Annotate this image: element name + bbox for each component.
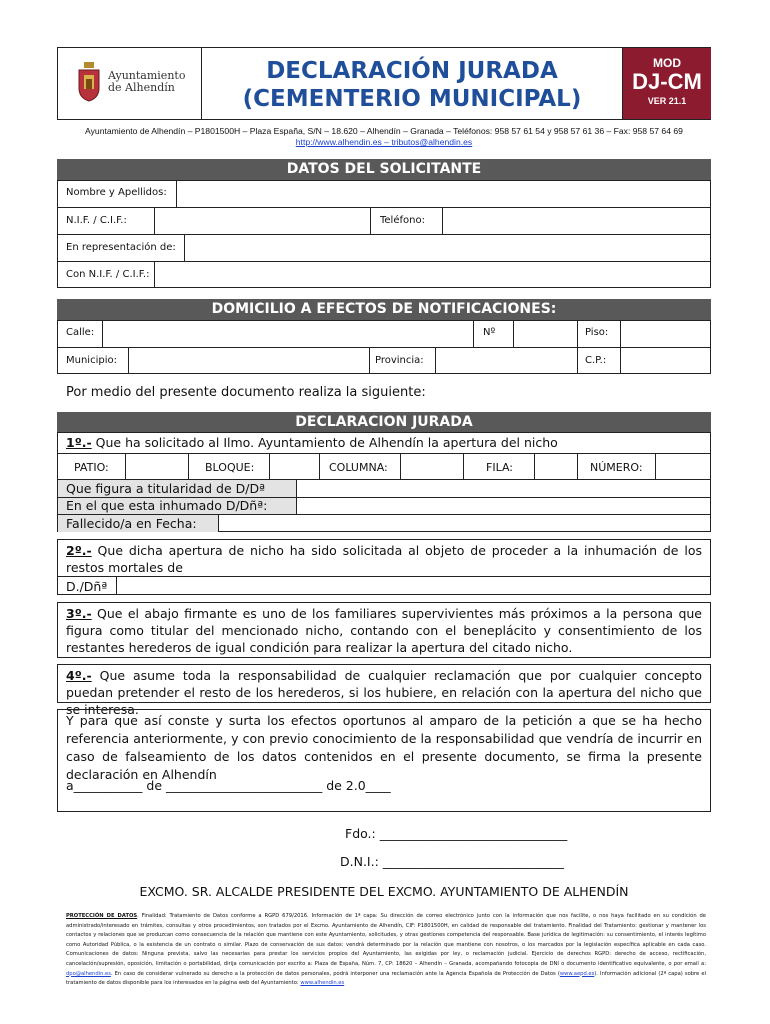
nif-label: N.I.F. / C.I.F.: <box>66 215 127 226</box>
address-line: Ayuntamiento de Alhendín – P1801500H – Plaza España, S/N – 18.620 – Alhendín – Granada – Teléfonos: 958 57 61 54 y 958 57 61 36 – Fax: 958 57 64 69 <box>85 126 683 136</box>
model-code-box <box>622 48 711 119</box>
logo-cell <box>58 48 202 119</box>
addressee: EXCMO. SR. ALCALDE PRESIDENTE DEL EXCMO. AYUNTAMIENTO DE ALHENDÍN <box>139 884 629 899</box>
patio-label: PATIO: <box>74 461 109 474</box>
clause-2-text <box>66 542 702 576</box>
document-title <box>202 48 622 119</box>
signature-declaration-box <box>57 709 711 812</box>
con-nif-label: Con N.I.F. / C.I.F.: <box>66 269 150 280</box>
clause-2-box <box>57 539 711 595</box>
numero-label: Nº <box>483 327 496 338</box>
document-header <box>57 47 711 120</box>
solicitante-form <box>57 180 711 288</box>
telefono-field[interactable] <box>443 208 710 234</box>
nombre-row <box>58 180 710 207</box>
section-declaracion-title: DECLARACION JURADA <box>57 412 711 432</box>
coat-of-arms-icon <box>78 62 100 102</box>
clause-1-text <box>66 434 558 451</box>
nombre-field[interactable] <box>177 180 710 207</box>
patio-field[interactable] <box>126 454 188 479</box>
logo-line1: Ayuntamiento <box>108 69 186 82</box>
inhumado-label: En el que esta inhumado D/Dñª: <box>66 498 268 513</box>
representacion-row <box>58 234 710 261</box>
nif-row <box>58 207 710 234</box>
con-nif-row <box>58 261 710 288</box>
domicilio-form <box>57 320 711 374</box>
aepd-link[interactable]: www.aepd.es <box>559 970 595 977</box>
web-email-link[interactable]: http://www.alhendin.es – tributos@alhendin.es <box>295 137 473 147</box>
cp-label: C.P.: <box>585 355 607 366</box>
data-protection-notice <box>66 912 706 989</box>
municipio-row <box>58 347 710 374</box>
address-block <box>57 126 711 148</box>
legal-text-3: ). Información adicional (2ª capa) sobre el tratamiento de datos disponible para los interesados en la página web del Ayuntamiento: <box>66 970 706 987</box>
title-line1: DECLARACIÓN JURADA <box>266 58 558 84</box>
fallecido-label: Fallecido/a en Fecha: <box>66 516 197 531</box>
dpo-email-link[interactable]: dpo@alhendin.es <box>66 970 111 977</box>
fila-field[interactable] <box>535 454 577 479</box>
intro-text: Por medio del presente documento realiza la siguiente: <box>66 385 426 400</box>
title-line2: (CEMENTERIO MUNICIPAL) <box>242 86 582 112</box>
fallecido-row <box>58 514 710 532</box>
telefono-label: Teléfono: <box>380 215 425 226</box>
mod-label: MOD <box>653 56 681 70</box>
municipio-label: Municipio: <box>66 355 117 366</box>
numero-nicho-field[interactable] <box>656 454 710 479</box>
numero-nicho-label: NÚMERO: <box>590 461 643 474</box>
logo-line2: de Alhendín <box>108 81 175 94</box>
version-label: VER 21.1 <box>647 96 687 106</box>
piso-field[interactable] <box>621 320 710 347</box>
piso-label: Piso: <box>585 327 609 338</box>
nombre-label: Nombre y Apellidos: <box>66 187 167 198</box>
model-code: DJ-CM <box>632 69 702 94</box>
restos-field[interactable] <box>117 577 710 595</box>
logo-text <box>108 70 185 94</box>
numero-field[interactable] <box>514 320 577 347</box>
clause-4-number: 4º.- <box>66 668 92 683</box>
bloque-field[interactable] <box>270 454 319 479</box>
clause-3-box <box>57 602 711 658</box>
representacion-field[interactable] <box>185 235 710 261</box>
fila-label: FILA: <box>486 461 513 474</box>
clause-2-body: Que dicha apertura de nicho ha sido solicitada al objeto de proceder a la inhumación de los restos mortales de <box>66 543 702 575</box>
titularidad-field[interactable] <box>297 480 710 497</box>
inhumado-row <box>58 497 710 514</box>
nif-field[interactable] <box>155 208 370 234</box>
clause-4-body: Que asume toda la responsabilidad de cualquier reclamación que por cualquier concepto puedan pretender el resto de los herederos, si los hubiere, en relación con la apertura del nicho que se interesa. <box>66 668 702 717</box>
titularidad-row <box>58 479 710 497</box>
clause-1-number: 1º.- <box>66 435 92 450</box>
dni-line[interactable]: D.N.I.: _____________________________ <box>340 854 565 869</box>
inhumado-field[interactable] <box>297 498 710 514</box>
clause-1-body: Que ha solicitado al Ilmo. Ayuntamiento de Alhendín la apertura del nicho <box>91 435 558 450</box>
clause-3-number: 3º.- <box>66 606 92 621</box>
legal-text-2: . En caso de considerar vulnerado su derecho a la protección de datos personales, podrá interponer una reclamación ante la Agencia Española de Protección de Datos ( <box>110 970 560 977</box>
clause-2-number: 2º.- <box>66 543 92 558</box>
fallecido-field[interactable] <box>219 515 710 532</box>
legal-text: . Finalidad: Tratamiento de Datos conforme a RGPD 679/2016. Información de 1ª capa: Su dirección de correo electrónico junto con la información que nos facilite, o nos haya facilitado en su condición de administrado/interesado en trámites, consultas y otros procedimientos, son tratados por el Excmo. Ayuntamiento de Alhendín, CIF: P1801500H, en calidad de responsable del tratamiento. Finalidad del Tratamiento: gestionar y mantener los contactos y relaciones que se produzcan como consecuencia de la relación que mantiene con este Ayuntamiento, solicitudes, y otras gestiones competencia del responsable. Base jurídica de legitimación: su consentimiento, el interés legítimo como Autoridad Pública, o la existencia de un contrato o similar. Plazo de conservación de sus datos: vendrá determinado por la relación que mantiene con nosotros, o los marcados por la legislación específica aplicable en cada caso. Comunicaciones de datos: Ninguna prevista, salvo las necesarias para prestar los servicios propios del Ayuntamiento, las exigidas por ley, o reclamación judicial. Ejercicio de derechos RGPD: derecho de acceso, rectificación, cancelación/supresión, oposición, limitación o portabilidad, dirija comunicación por escrito a: Plaza de España, Núm. 7, CP: 18620 – Alhendín – Granada, acompañando fotocopia de DNI o documento identificativo equivalente, o por email a: <box>66 913 706 967</box>
titularidad-label: Que figura a titularidad de D/Dª <box>66 481 265 496</box>
provincia-field[interactable] <box>436 348 577 374</box>
calle-field[interactable] <box>103 320 473 347</box>
legal-heading: PROTECCIÓN DE DATOS <box>66 913 138 919</box>
date-line[interactable]: a___________ de _________________________ de 2.0____ <box>66 778 391 793</box>
section-solicitante-title: DATOS DEL SOLICITANTE <box>57 159 711 180</box>
columna-label: COLUMNA: <box>329 461 388 474</box>
signature-line[interactable]: Fdo.: ______________________________ <box>345 826 568 841</box>
representacion-label: En representación de: <box>66 242 176 253</box>
section-domicilio-title: DOMICILIO A EFECTOS DE NOTIFICACIONES: <box>57 299 711 320</box>
cp-field[interactable] <box>621 348 710 374</box>
clause-1-box <box>57 432 711 532</box>
columna-field[interactable] <box>401 454 463 479</box>
clause-3-body: Que el abajo firmante es uno de los familiares supervivientes más próximos a la persona que figura como titular del mencionado nicho, contando con el beneplácito y consentimiento de los restantes herederos de igual condición para realizar la apertura del citado nicho. <box>66 606 702 655</box>
con-nif-field[interactable] <box>155 262 710 288</box>
bloque-label: BLOQUE: <box>205 461 255 474</box>
web-link[interactable]: www.alhendin.es <box>300 980 345 987</box>
calle-label: Calle: <box>66 327 95 338</box>
nicho-row <box>58 453 710 479</box>
calle-row <box>58 320 710 347</box>
municipio-field[interactable] <box>129 348 369 374</box>
closing-text: Y para que así conste y surta los efectos oportunos al amparo de la petición a que se ha hecho referencia anteriormente, y con previo conocimiento de la responsabilidad que vendría de incurrir en caso de falseamiento de los datos contenidos en el presente documento, se firma la presente declaración en Alhendín <box>66 713 702 782</box>
restos-row <box>58 576 710 595</box>
clause-4-box <box>57 664 711 717</box>
clause-3-text <box>66 605 702 656</box>
provincia-label: Provincia: <box>375 355 424 366</box>
restos-label: D./Dñª <box>66 579 108 594</box>
